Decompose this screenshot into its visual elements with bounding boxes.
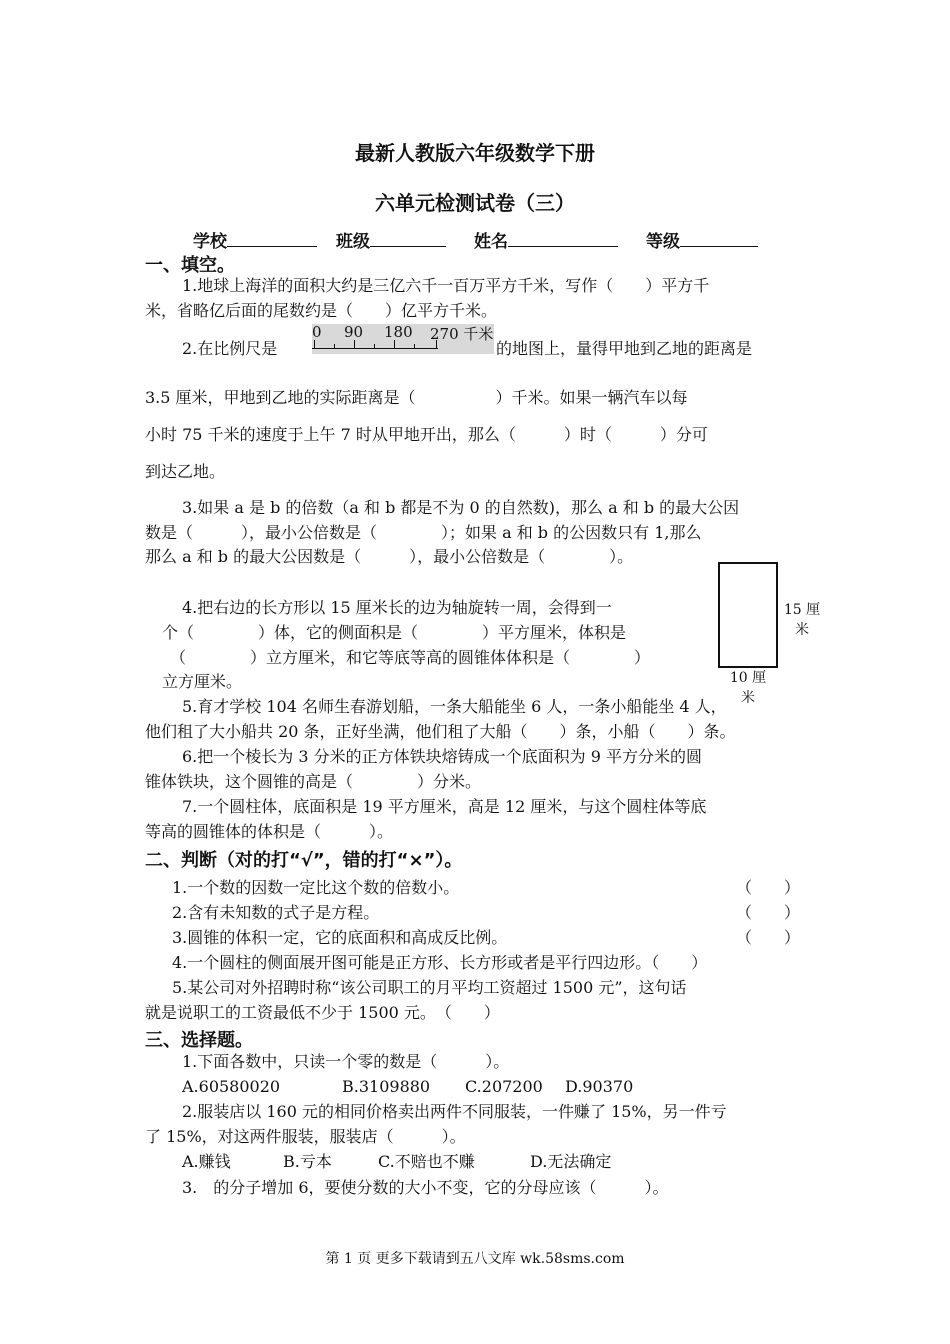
name-label: 姓名 xyxy=(474,232,508,252)
scale-tick xyxy=(394,340,395,348)
judge-item-1: 1.一个数的因数一定比这个数的倍数小。 xyxy=(172,878,460,897)
scale-label: 270 千米 xyxy=(430,325,494,343)
scale-minor-tick xyxy=(374,344,375,348)
class-label: 班级 xyxy=(336,232,370,252)
judge-item-5-line1: 5.某公司对外招聘时称“该公司职工的月平均工资超过 1500 元”，这句话 xyxy=(172,978,687,997)
scale-label: 0 xyxy=(312,323,322,341)
judge-item-3: 3.圆锥的体积一定，它的底面积和高成反比例。 xyxy=(172,928,508,947)
school-field xyxy=(193,227,317,252)
q1-line1: 1.地球上海洋的面积大约是三亿六千一百万平方千米，写作（ ）平方千 xyxy=(182,276,710,295)
rect-bottom-label: 10 厘米 xyxy=(729,670,767,706)
name-blank xyxy=(508,230,618,247)
judge-item-2: 2.含有未知数的式子是方程。 xyxy=(172,903,380,922)
rectangle-figure xyxy=(718,562,778,668)
name-field xyxy=(474,227,618,252)
q6-line1: 6.把一个棱长为 3 分米的正方体铁块熔铸成一个底面积为 9 平方分米的圆 xyxy=(182,747,702,766)
scale-tick xyxy=(436,340,437,348)
scale-tick xyxy=(354,340,355,348)
page-title: 最新人教版六年级数学下册 xyxy=(355,141,595,165)
scale-label: 90 xyxy=(344,323,364,341)
q2-line3: 到达乙地。 xyxy=(145,462,226,481)
school-blank xyxy=(227,230,317,247)
choice-q2-line2: 了 15%，对这两件服装，服装店（ ）。 xyxy=(145,1127,466,1146)
judge-item-5-line2: 就是说职工的工资最低不少于 1500 元。 （ ） xyxy=(145,1003,500,1022)
q1-line2: 米，省略亿后面的尾数约是（ ）亿平方千米。 xyxy=(145,301,498,320)
choice-q2-option-b: B.亏本 xyxy=(283,1152,332,1171)
q7-line1: 7.一个圆柱体，底面积是 19 平方厘米，高是 12 厘米，与这个圆柱体等底 xyxy=(182,797,707,816)
section3-heading: 三、选择题。 xyxy=(145,1030,253,1051)
choice-q1-option-b: B.3109880 xyxy=(342,1077,431,1096)
choice-q1-option-d: D.90370 xyxy=(565,1077,634,1096)
scale-line xyxy=(312,348,438,349)
section2-heading: 二、判断（对的打“√”，错的打“×”）。 xyxy=(145,850,463,871)
judge-paren-3: （ ） xyxy=(736,928,801,947)
q2-line2: 小时 75 千米的速度于上午 7 时从甲地开出，那么（ ）时（ ）分可 xyxy=(145,425,708,444)
q7-line2: 等高的圆锥体的体积是（ ）。 xyxy=(145,822,394,841)
page-subtitle: 六单元检测试卷（三） xyxy=(375,191,575,215)
choice-q1: 1.下面各数中，只读一个零的数是（ ）。 xyxy=(182,1052,510,1071)
q2-prefix: 2.在比例尺是 xyxy=(182,339,278,358)
section1-heading: 一、填空。 xyxy=(145,255,235,276)
scale-minor-tick xyxy=(334,344,335,348)
q2-line1: 3.5 厘米，甲地到乙地的实际距离是（ ）千米。如果一辆汽车以每 xyxy=(145,388,688,407)
q5-line1: 5.育才学校 104 名师生春游划船，一条大船能坐 6 人，一条小船能坐 4 人， xyxy=(182,697,727,716)
choice-q3: 3. 的分子增加 6，要使分数的大小不变，它的分母应该（ ）。 xyxy=(182,1178,669,1197)
judge-item-4: 4.一个圆柱的侧面展开图可能是正方形、长方形或者是平行四边形。（ ） xyxy=(172,953,708,972)
grade-field xyxy=(646,227,758,252)
scale-tick xyxy=(314,340,315,348)
choice-q2-option-d: D.无法确定 xyxy=(530,1152,612,1171)
school-label: 学校 xyxy=(193,232,227,252)
q5-line2: 他们租了大小船共 20 条，正好坐满，他们租了大船（ ）条，小船（ ）条。 xyxy=(145,722,736,741)
scale-minor-tick xyxy=(414,344,415,348)
scale-bar xyxy=(312,324,494,354)
page-footer: 第 1 页 更多下载请到五八文库 wk.58sms.com xyxy=(325,1251,625,1267)
q4-line3: （ ）立方厘米，和它等底等高的圆锥体体积是（ ） xyxy=(170,648,651,667)
grade-label: 等级 xyxy=(646,232,680,252)
q4-line1: 4.把右边的长方形以 15 厘米长的边为轴旋转一周，会得到一 xyxy=(182,598,612,617)
choice-q2-option-c: C.不赔也不赚 xyxy=(378,1152,475,1171)
choice-q1-option-a: A.60580020 xyxy=(182,1077,281,1096)
q4-line2: 个（ ）体，它的侧面积是（ ）平方厘米，体积是 xyxy=(162,623,627,642)
q6-line2: 锥体铁块，这个圆锥的高是（ ）分米。 xyxy=(145,772,482,791)
q3-line2: 数是（ ），最小公倍数是（ ）；如果 a 和 b 的公因数只有 1,那么 xyxy=(145,523,702,542)
scale-label: 180 xyxy=(384,323,413,341)
class-blank xyxy=(370,230,446,247)
judge-paren-2: （ ） xyxy=(736,903,801,922)
choice-q1-option-c: C.207200 xyxy=(465,1077,543,1096)
choice-q2-option-a: A.赚钱 xyxy=(182,1152,231,1171)
choice-q2-line1: 2.服装店以 160 元的相同价格卖出两件不同服装，一件赚了 15%，另一件亏 xyxy=(182,1102,727,1121)
grade-blank xyxy=(680,230,758,247)
q4-line4: 立方厘米。 xyxy=(162,672,243,691)
q3-line3: 那么 a 和 b 的最大公因数是（ ），最小公倍数是（ ）。 xyxy=(145,547,634,566)
q3-line1: 3.如果 a 是 b 的倍数（a 和 b 都是不为 0 的自然数)，那么 a 和 b 的最大公因 xyxy=(182,498,740,517)
rect-side-label: 15 厘米 xyxy=(783,602,821,638)
q2-suffix: 的地图上，量得甲地到乙地的距离是 xyxy=(496,339,753,358)
class-field xyxy=(336,227,446,252)
judge-paren-1: （ ） xyxy=(736,878,801,897)
